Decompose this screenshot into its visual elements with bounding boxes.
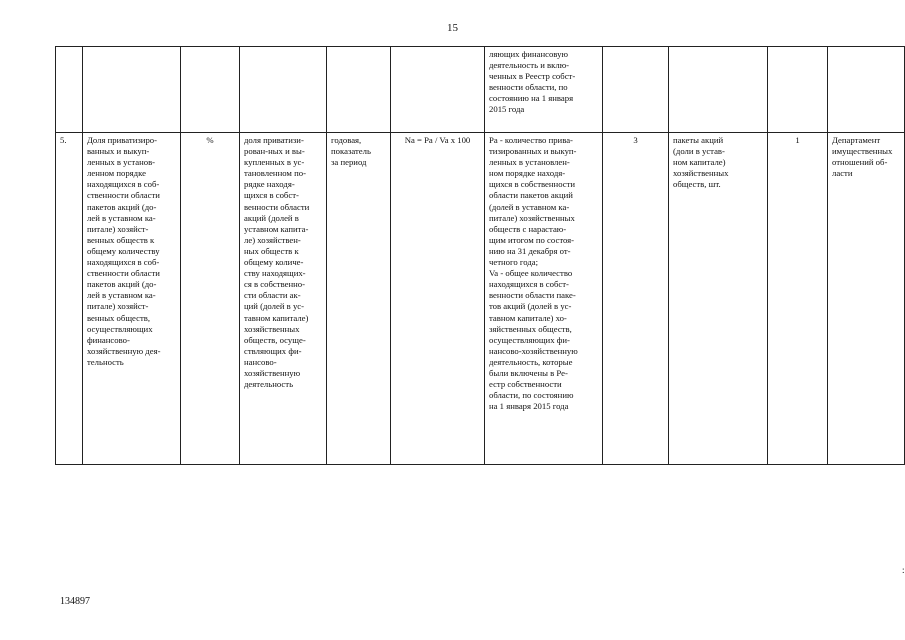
cell-num [56, 47, 83, 133]
document-id: 134897 [60, 596, 90, 607]
definition-text: доля приватизи- рован-ных и вы- купленных в ус- тановленном по- рядке находя- щихся в собст- венности области акций (долей в уставном капита- ле) хозяйствен- ных обществ к общему количе- ству находящих- ся в собственно- сти области ак- ций (долей в ус- тавном капитале) хозяйственных обществ, осуще- ствляющих фи- нансово- хозяйственную деятельность [244, 135, 310, 390]
indicator-name: Доля приватизиро- ванных и выкуп- ленных в установ- ленном порядке находящихся в соб- ственности области пакетов акций (до- лей в уставном ка- питале) хозяйст- венных обществ к общему количеству находящихся в соб- ственности области пакетов акций (до- лей в уставном ка- питале) хозяйст- венных обществ, осуществляющих финансово- хозяйственную дея- тельность [87, 135, 161, 367]
formula-text: Na = Pa / Va x 100 [404, 135, 471, 145]
cell-unit [181, 47, 240, 133]
responsible-text: Департамент имущественных отношений об- ласти [832, 135, 893, 179]
method-code-text: 3 [633, 135, 638, 145]
object-text: пакеты акций (доли в устав- ном капитале) хозяйственных обществ, шт. [673, 135, 729, 190]
cell-formula [391, 47, 485, 133]
cell-method-code [603, 133, 669, 465]
cell-definition [240, 47, 327, 133]
cell-indicator [83, 47, 181, 133]
cell-formula [391, 133, 485, 465]
cell-num [56, 133, 83, 465]
page-number: 15 [447, 22, 458, 34]
cell-object [669, 133, 768, 465]
unit-text: % [206, 135, 214, 145]
row-number: 5. [60, 135, 67, 145]
table-row-continuation [56, 47, 905, 133]
cell-responsible [828, 47, 905, 133]
edge-mark: : [902, 565, 905, 575]
cell-unit [181, 133, 240, 465]
period-text: годовая, показатель за период [331, 135, 371, 168]
cell-method-code [603, 47, 669, 133]
calc-desc-text: Pa - количество прива- тизированных и выкуп- ленных в установлен- ном порядке находя- щихся в собственности области пакетов акций (долей в уставном ка- питале) хозяйственных обществ с нарастаю- щим итогом по состоя- нию на 31 декабря от- четного года; Va - общее количество находящихся в собст- венности области паке- тов акций (долей в ус- тавном капитале) хо- зяйственных обществ, осуществляющих фи- нансово-хозяйственную деятельность, которые были включены в Ре- естр собственности области, по состоянию на 1 января 2015 года [489, 135, 578, 412]
cell-responsible [828, 133, 905, 465]
level-code-text: 1 [795, 135, 800, 145]
cell-indicator [83, 133, 181, 465]
cell-level-code [768, 133, 828, 465]
cell-period [327, 47, 391, 133]
cell-object [669, 47, 768, 133]
cell-level-code [768, 47, 828, 133]
table-row [56, 133, 905, 465]
indicator-table [55, 46, 905, 465]
cell-calc-desc [485, 133, 603, 465]
cell-calc-desc [485, 47, 603, 133]
cell-definition [240, 133, 327, 465]
calc-desc-tail-text: ляющих финансовую деятельность и вклю- ченных в Реестр собст- венности области, по состоянию на 1 января 2015 года [489, 49, 576, 115]
cell-period [327, 133, 391, 465]
